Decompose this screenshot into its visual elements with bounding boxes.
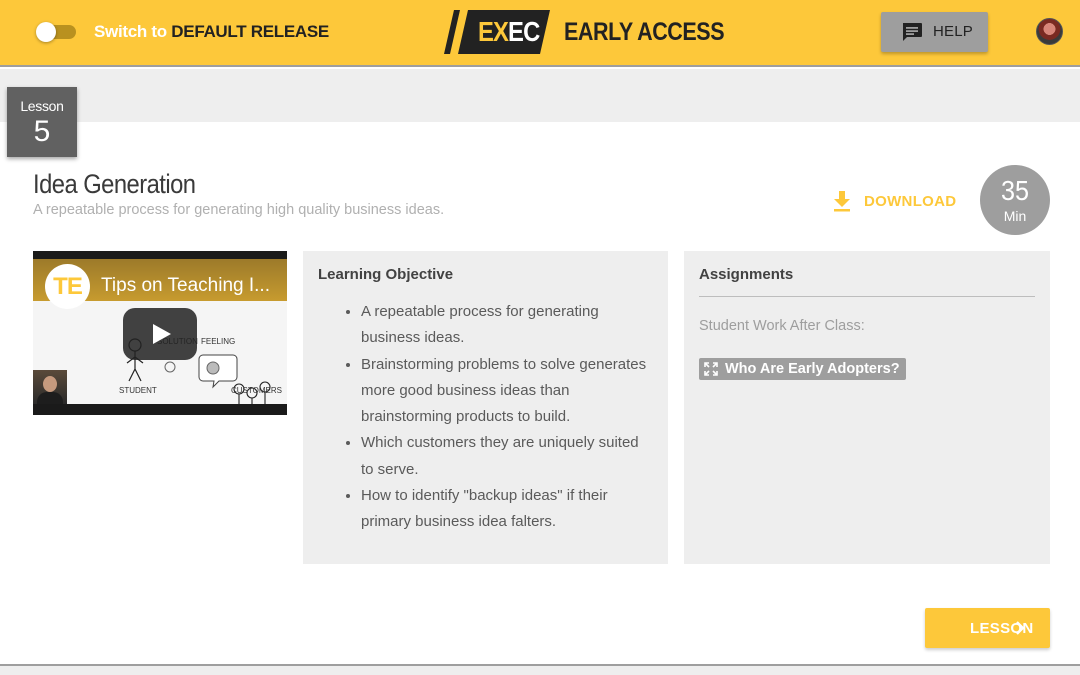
duration-badge — [980, 165, 1050, 235]
assignments-panel — [684, 251, 1050, 564]
assignment-label: Who Are Early Adopters? — [725, 361, 900, 377]
logo-text: EXEC — [478, 16, 540, 47]
video-label-student: STUDENT — [119, 386, 157, 395]
assignments-divider — [699, 296, 1035, 297]
help-label: HELP — [933, 23, 973, 40]
objective-item: • A repeatable process for generating business ideas. — [361, 299, 653, 352]
duration-unit: Min — [1003, 208, 1027, 224]
lesson-button[interactable] — [925, 608, 1050, 648]
download-label: DOWNLOAD — [864, 192, 957, 210]
lesson-title: Idea Generation — [33, 169, 196, 199]
objective-item: • Which customers they are uniquely suited to serve. — [361, 430, 653, 483]
presenter-thumbnail — [33, 370, 67, 404]
channel-logo: TE — [45, 264, 90, 309]
brand-subtitle: EARLY ACCESS — [564, 18, 725, 46]
duration-value: 35 — [1000, 175, 1030, 206]
assignments-heading: Assignments — [699, 266, 794, 283]
user-avatar-icon[interactable] — [1036, 18, 1063, 45]
play-button[interactable] — [123, 308, 197, 360]
chat-bubble-icon — [901, 22, 923, 42]
download-icon — [832, 190, 852, 212]
lesson-button-label: LESSON — [970, 620, 1034, 637]
video-player[interactable] — [33, 251, 287, 415]
switch-prefix: Switch to — [94, 22, 167, 41]
objective-item: • How to identify "backup ideas" if their primary business idea falters. — [361, 483, 653, 536]
switch-target: DEFAULT RELEASE — [171, 22, 329, 41]
lesson-subtitle: A repeatable process for generating high quality business ideas. — [33, 202, 445, 218]
expand-icon — [703, 361, 719, 377]
learning-objective-heading: Learning Objective — [318, 266, 454, 283]
release-switch-label — [94, 22, 329, 42]
video-label-feeling: FEELING — [201, 337, 236, 346]
assignments-subheading: Student Work After Class: — [699, 318, 865, 334]
lesson-badge-label: Lesson — [20, 98, 64, 114]
objective-list — [343, 299, 653, 536]
play-icon — [153, 324, 171, 344]
video-label-customers: CUSTOMERS — [231, 386, 282, 395]
lesson-number: 5 — [33, 115, 51, 148]
assignment-link-early-adopters[interactable] — [699, 358, 906, 380]
chevron-right-icon — [1013, 620, 1027, 636]
top-bar — [0, 0, 1080, 67]
help-button[interactable] — [881, 12, 988, 52]
release-toggle[interactable] — [36, 22, 78, 42]
exec-logo[interactable] — [444, 10, 550, 54]
video-title: Tips on Teaching I... — [101, 275, 270, 296]
objective-item: • Brainstorming problems to solve generates more good business ideas than brainstorming products to build. — [361, 352, 653, 431]
download-button[interactable] — [832, 189, 956, 213]
footer-band — [0, 666, 1080, 675]
presenter-face — [43, 376, 57, 392]
subheader-band — [0, 69, 1080, 122]
lesson-number-badge — [7, 87, 77, 157]
presenter-body — [37, 392, 63, 404]
learning-objective-panel — [303, 251, 668, 564]
toggle-knob — [36, 22, 56, 42]
